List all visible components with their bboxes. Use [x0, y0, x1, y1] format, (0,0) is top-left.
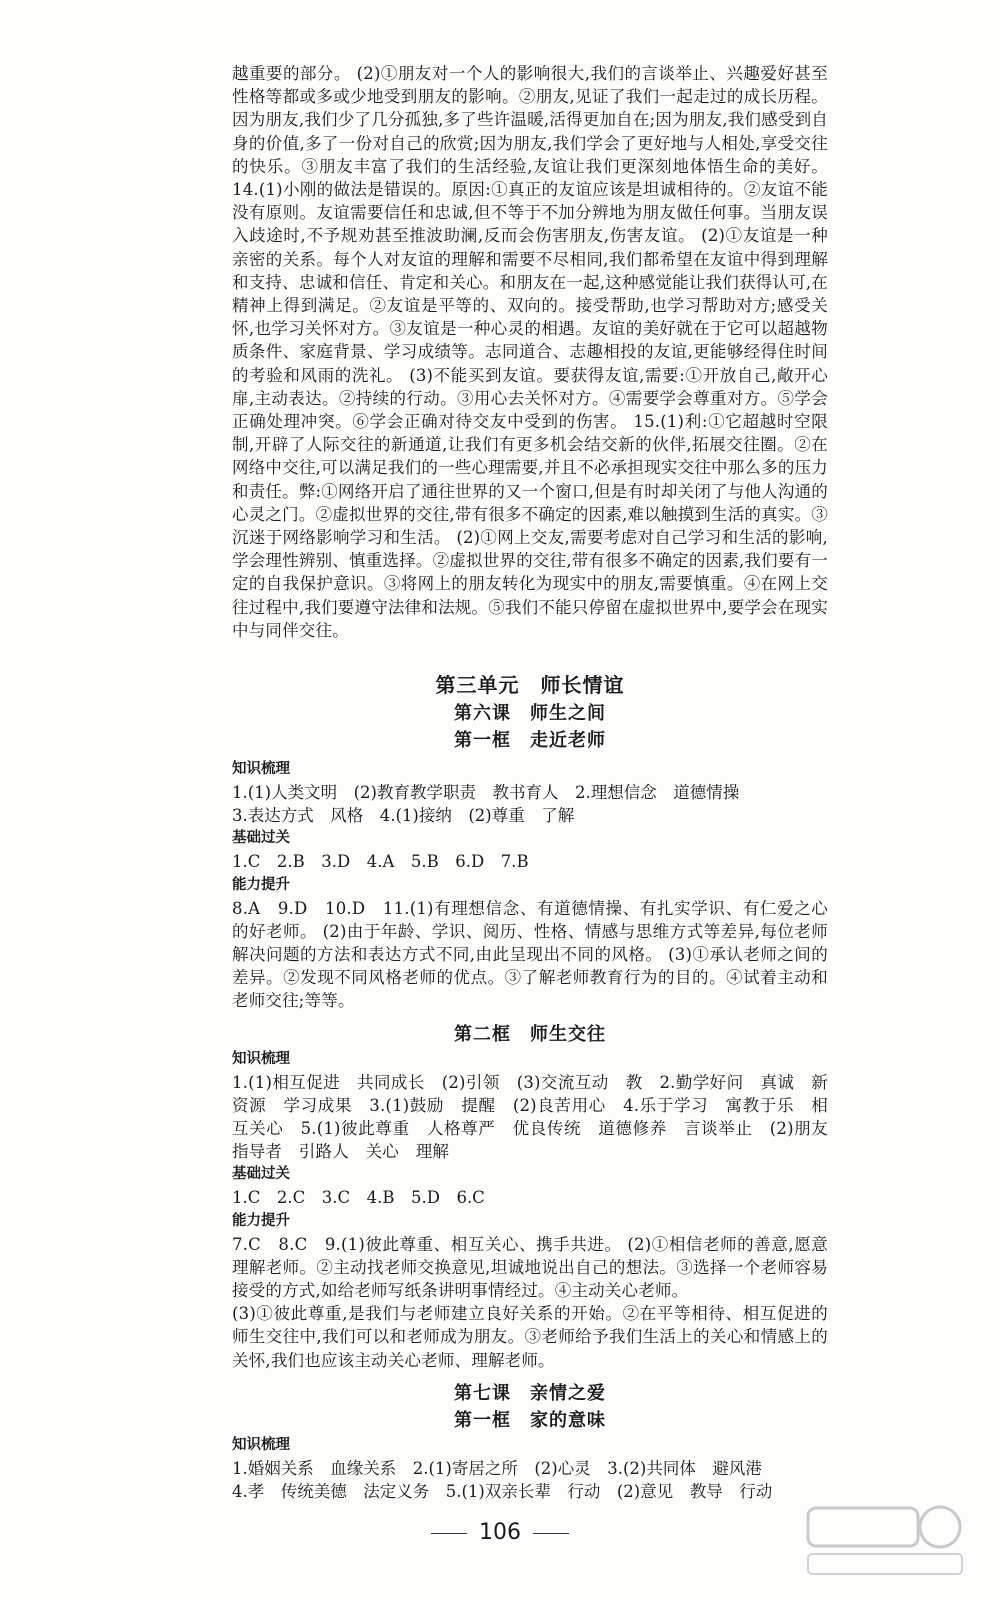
ability-answers: 8.A 9.D 10.D 11.(1)有理想信念、有道德情操、有扎实学识、有仁爱之心的好老师。 (2)由于年龄、学识、阅历、性格、情感与思维方式等差异,每位老师解决问题的方法和表达方式不同,由此呈现出不同的风格。 (3)①承认老师之间的差异。②发现不同风格老师的优点。③了解老师教育行为的目的。④试着主动和老师交往;等等。	[232, 898, 828, 1011]
dash-left	[431, 1533, 467, 1534]
ability-label: 能力提升	[232, 1212, 290, 1229]
knowledge-line: 1.(1)人类文明 (2)教育教学职责 教书育人 2.理想信念 道德情操	[232, 783, 740, 802]
knowledge-label: 知识梳理	[232, 1436, 290, 1453]
ability-answers: 7.C 8.C 9.(1)彼此尊重、相互关心、携手共进。 (2)①相信老师的善意,愿意理解老师。②主动找老师交换意见,坦诚地说出自己的想法。③选择一个老师容易接受的方式,如给老师写纸条讲明事情经过。④主动关心老师。	[232, 1234, 828, 1301]
knowledge-label: 知识梳理	[232, 761, 290, 777]
watermark-logo	[800, 1500, 970, 1580]
knowledge-line: 3.表达方式 风格 4.(1)接纳 (2)尊重 了解	[232, 806, 575, 826]
lesson-6-frame-2-title: 第二框 师生交往	[454, 1023, 606, 1045]
basic-answers: 1.C 2.B 3.D 4.A 5.B 6.D 7.B	[232, 852, 529, 872]
knowledge-label: 知识梳理	[232, 1050, 290, 1067]
knowledge-line: 1.婚姻关系 血缘关系 2.(1)寄居之所 (2)心灵 3.(2)共同体 避风港	[232, 1458, 762, 1478]
lesson-7-frame-1-title: 第一框 家的意味	[454, 1409, 606, 1431]
unit-title: 第三单元 师长情谊	[435, 673, 625, 697]
dash-right	[533, 1533, 569, 1534]
basic-answers: 1.C 2.C 3.C 4.B 5.D 6.C	[232, 1188, 485, 1208]
basic-label: 基础过关	[232, 830, 290, 847]
unit-3-section	[232, 670, 845, 1503]
basic-label: 基础过关	[232, 1166, 290, 1183]
answer-continuation: 越重要的部分。 (2)①朋友对一个人的影响很大,我们的言谈举止、兴趣爱好甚至性格等都或多或少地受到朋友的影响。②朋友,见证了我们一起走过的成长历程。因为朋友,我们少了几分孤独,多了些许温暖,活得更加自在;因为朋友,我们感受到自身的价值,多了一份对自己的欣赏;因为朋友,我们学会了更好地与人相处,享受交往的快乐。③朋友丰富了我们的生活经验,友谊让我们更深刻地体悟生命的美好。 14.(1)小刚的做法是错误的。原因:①真正的友谊应该是坦诚相待的。②友谊不能没有原则。友谊需要信任和忠诚,但不等于不加分辨地为朋友做任何事。当朋友误入歧途时,不予规劝甚至推波助澜,反而会伤害朋友,伤害友谊。 (2)①友谊是一种亲密的关系。每个人对友谊的理解和需要不尽相同,我们都希望在友谊中得到理解和支持、忠诚和信任、肯定和关心。和朋友在一起,这种感觉能让我们获得认可,在精神上得到满足。②友谊是平等的、双向的。接受帮助,也学习帮助对方;感受关怀,也学习关怀对方。③友谊是一种心灵的相遇。友谊的美好就在于它可以超越物质条件、家庭背景、学习成绩等。志同道合、志趣相投的友谊,更能够经得住时间的考验和风雨的洗礼。 (3)不能买到友谊。要获得友谊,需要:①开放自己,敞开心扉,主动表达。②持续的行动。③用心去关怀对方。④需要学会尊重对方。⑤学会正确处理冲突。⑥学会正确对待交友中受到的伤害。 15.(1)利:①它超越时空限制,开辟了人际交往的新通道,让我们有更多机会结交新的伙伴,拓展交往圈。②在网络中交往,可以满足我们的一些心理需要,并且不必承担现实交往中那么多的压力和责任。弊:①网络开启了通往世界的又一个窗口,但是有时却关闭了与他人沟通的心灵之门。②虚拟世界的交往,带有很多不确定的因素,难以触摸到生活的真实。③沉迷于网络影响学习和生活。 (2)①网上交友,需要考虑对自己学习和生活的影响,学会理性辨别、慎重选择。②虚拟世界的交往,带有很多不确定的因素,我们要有一定的自我保护意识。③将网上的朋友转化为现实中的朋友,需要慎重。④在网上交往过程中,我们要遵守法律和法规。⑤我们不能只停留在虚拟世界中,要学会在现实中与同伴交往。	[232, 64, 828, 640]
lesson-6-frame-1-title: 第一框 走近老师	[454, 730, 606, 751]
knowledge-line: 4.孝 传统美德 法定义务 5.(1)双亲长辈 行动 (2)意见 教导 行动	[232, 1482, 773, 1502]
knowledge-answers: 1.(1)相互促进 共同成长 (2)引领 (3)交流互动 教 2.勤学好问 真诚 新资源 学习成果 3.(1)鼓励 提醒 (2)良苦用心 4.乐于学习 寓教于乐 相互关心 5.(1)彼此尊重 人格尊严 优良传统 道德修养 言谈举止 (2)朋友 指导者 引路人 关心 理解	[232, 1072, 845, 1162]
continuation-text-block	[232, 62, 828, 642]
page-number-text: 106	[479, 1520, 521, 1545]
ability-label: 能力提升	[232, 876, 290, 893]
lesson-7-title: 第七课 亲情之爱	[454, 1382, 606, 1404]
lesson-6-title: 第六课 师生之间	[454, 703, 606, 724]
ability-answers-part-3: (3)①彼此尊重,是我们与老师建立良好关系的开始。②在平等相待、相互促进的师生交往中,我们可以和老师成为朋友。③老师给予我们生活上的关心和情感上的关怀,我们也应该主动关心老师、理解老师。	[232, 1304, 828, 1370]
